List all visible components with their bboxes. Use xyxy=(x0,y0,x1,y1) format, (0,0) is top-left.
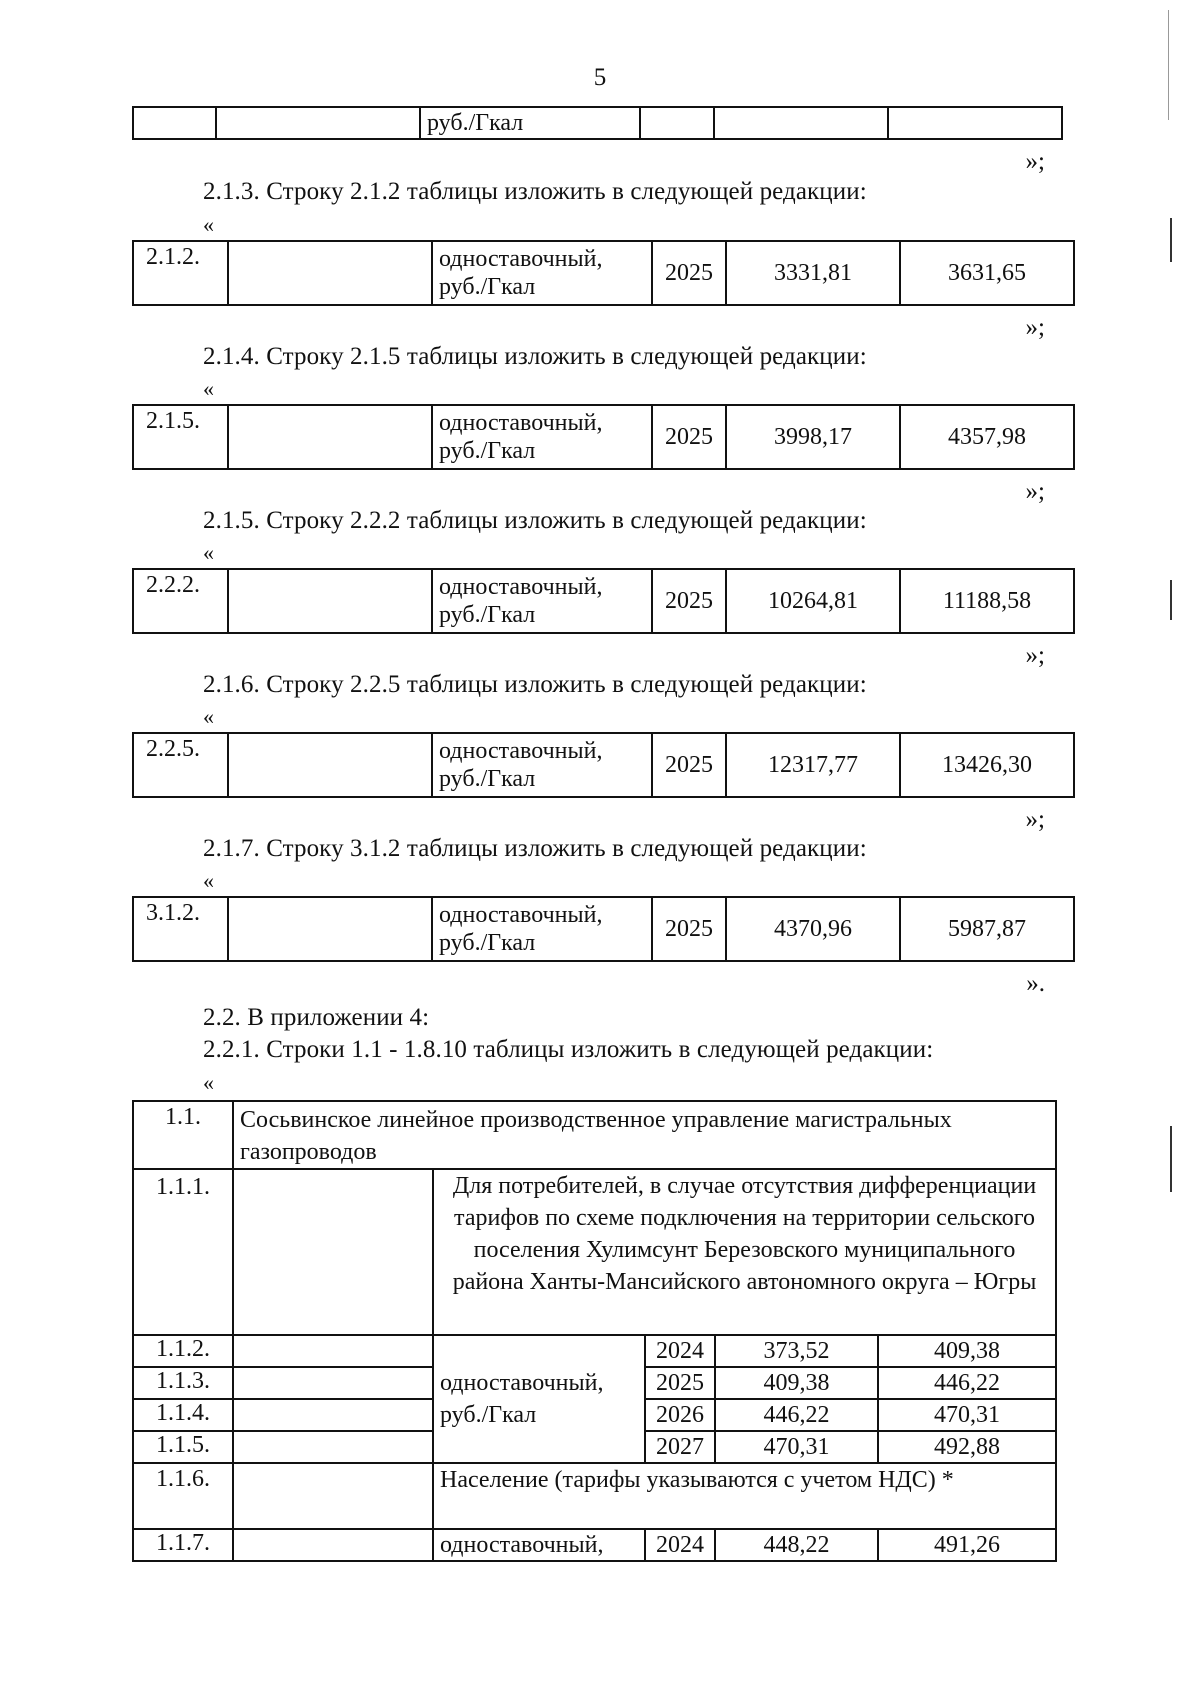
open-quote: « xyxy=(203,212,214,237)
table-row xyxy=(133,733,1074,797)
row-number: 1.1.4. xyxy=(133,1399,233,1431)
row-number: 1.1.5. xyxy=(133,1431,233,1463)
open-quote: « xyxy=(203,868,214,893)
row-number: 3.1.2. xyxy=(133,897,228,961)
value-cell: 470,31 xyxy=(878,1399,1056,1431)
close-quote: »; xyxy=(1025,478,1045,505)
value-cell: 446,22 xyxy=(878,1367,1056,1399)
value-cell: 491,26 xyxy=(878,1529,1056,1561)
amendment-table xyxy=(132,404,1075,470)
row-number: 2.1.2. xyxy=(133,241,228,305)
close-quote: »; xyxy=(1025,314,1045,341)
amendment-table xyxy=(132,896,1075,962)
tariff-table xyxy=(132,1100,1057,1562)
unit-cell: одноставочный, руб./Гкал xyxy=(432,405,652,469)
appendix-heading: 2.2. В приложении 4: xyxy=(203,1004,430,1031)
year-cell: 2025 xyxy=(652,733,726,797)
table-row xyxy=(133,569,1074,633)
table-row xyxy=(133,107,1062,139)
year-cell: 2026 xyxy=(645,1399,715,1431)
unit-cell: одноставочный, руб./Гкал xyxy=(433,1335,645,1463)
open-quote: « xyxy=(203,704,214,729)
section-heading: 2.1.7. Строку 3.1.2 таблицы изложить в следующей редакции: xyxy=(203,835,867,862)
unit-cell: одноставочный, руб./Гкал xyxy=(432,241,652,305)
table-row xyxy=(133,1101,1056,1169)
year-cell: 2025 xyxy=(652,241,726,305)
year-cell: 2024 xyxy=(645,1335,715,1367)
value-cell: 4357,98 xyxy=(900,405,1074,469)
value-cell: 3631,65 xyxy=(900,241,1074,305)
close-quote: »; xyxy=(1025,642,1045,669)
amendment-table xyxy=(132,568,1075,634)
value-cell: 448,22 xyxy=(715,1529,878,1561)
close-quote: ». xyxy=(1026,970,1045,997)
row-number: 2.2.2. xyxy=(133,569,228,633)
value-cell: 10264,81 xyxy=(726,569,900,633)
value-cell: 373,52 xyxy=(715,1335,878,1367)
organization-name: Сосьвинское линейное производственное управление магистральных газопроводов xyxy=(233,1101,1056,1169)
year-cell: 2024 xyxy=(645,1529,715,1561)
amendment-table xyxy=(132,732,1075,798)
value-cell: 409,38 xyxy=(715,1367,878,1399)
row-number: 1.1.7. xyxy=(133,1529,233,1561)
table-row xyxy=(133,405,1074,469)
year-cell: 2025 xyxy=(645,1367,715,1399)
table-row xyxy=(133,1463,1056,1529)
unit-cell: одноставочный, руб./Гкал xyxy=(432,733,652,797)
year-cell: 2027 xyxy=(645,1431,715,1463)
open-quote: « xyxy=(203,540,214,565)
close-quote: »; xyxy=(1025,806,1045,833)
table-row xyxy=(133,1529,1056,1561)
row-number: 1.1.6. xyxy=(133,1463,233,1529)
table-row xyxy=(133,1169,1056,1335)
scan-mark xyxy=(1170,580,1172,620)
row-number: 1.1.2. xyxy=(133,1335,233,1367)
value-cell: 409,38 xyxy=(878,1335,1056,1367)
table-row xyxy=(133,897,1074,961)
consumer-group-description: Население (тарифы указываются с учетом НДС) * xyxy=(433,1463,1056,1529)
scan-mark xyxy=(1170,1126,1172,1192)
table-row xyxy=(133,1335,1056,1367)
close-quote: »; xyxy=(1025,148,1045,175)
section-heading: 2.1.3. Строку 2.1.2 таблицы изложить в следующей редакции: xyxy=(203,178,867,205)
scan-mark xyxy=(1170,218,1172,262)
section-heading: 2.1.6. Строку 2.2.5 таблицы изложить в следующей редакции: xyxy=(203,671,867,698)
value-cell: 3998,17 xyxy=(726,405,900,469)
unit-cell: одноставочный, руб./Гкал xyxy=(432,897,652,961)
value-cell: 492,88 xyxy=(878,1431,1056,1463)
consumer-group-description: Для потребителей, в случае отсутствия дифференциации тарифов по схеме подключения на территории сельского поселения Хулимсунт Березовского муниципального района Ханты-Мансийского автономного округа – Югры xyxy=(433,1169,1056,1335)
section-heading: 2.1.5. Строку 2.2.2 таблицы изложить в следующей редакции: xyxy=(203,507,867,534)
year-cell: 2025 xyxy=(652,897,726,961)
scan-mark xyxy=(1168,10,1169,120)
value-cell: 13426,30 xyxy=(900,733,1074,797)
value-cell: 3331,81 xyxy=(726,241,900,305)
value-cell: 4370,96 xyxy=(726,897,900,961)
row-number: 2.1.5. xyxy=(133,405,228,469)
section-heading: 2.1.4. Строку 2.1.5 таблицы изложить в следующей редакции: xyxy=(203,343,867,370)
value-cell: 446,22 xyxy=(715,1399,878,1431)
row-number: 2.2.5. xyxy=(133,733,228,797)
unit-cell: одноставочный, xyxy=(433,1529,645,1561)
open-quote: « xyxy=(203,376,214,401)
row-number: 1.1. xyxy=(133,1101,233,1169)
row-number: 1.1.3. xyxy=(133,1367,233,1399)
amendment-table xyxy=(132,240,1075,306)
table-row xyxy=(133,241,1074,305)
unit-cell: одноставочный, руб./Гкал xyxy=(432,569,652,633)
open-quote: « xyxy=(203,1070,214,1095)
fragment-table xyxy=(132,106,1063,140)
year-cell: 2025 xyxy=(652,569,726,633)
year-cell: 2025 xyxy=(652,405,726,469)
appendix-subheading: 2.2.1. Строки 1.1 - 1.8.10 таблицы изложить в следующей редакции: xyxy=(203,1036,934,1063)
value-cell: 11188,58 xyxy=(900,569,1074,633)
value-cell: 470,31 xyxy=(715,1431,878,1463)
page-number: 5 xyxy=(593,64,607,91)
row-number: 1.1.1. xyxy=(133,1169,233,1335)
value-cell: 5987,87 xyxy=(900,897,1074,961)
unit-cell: руб./Гкал xyxy=(420,107,640,139)
value-cell: 12317,77 xyxy=(726,733,900,797)
